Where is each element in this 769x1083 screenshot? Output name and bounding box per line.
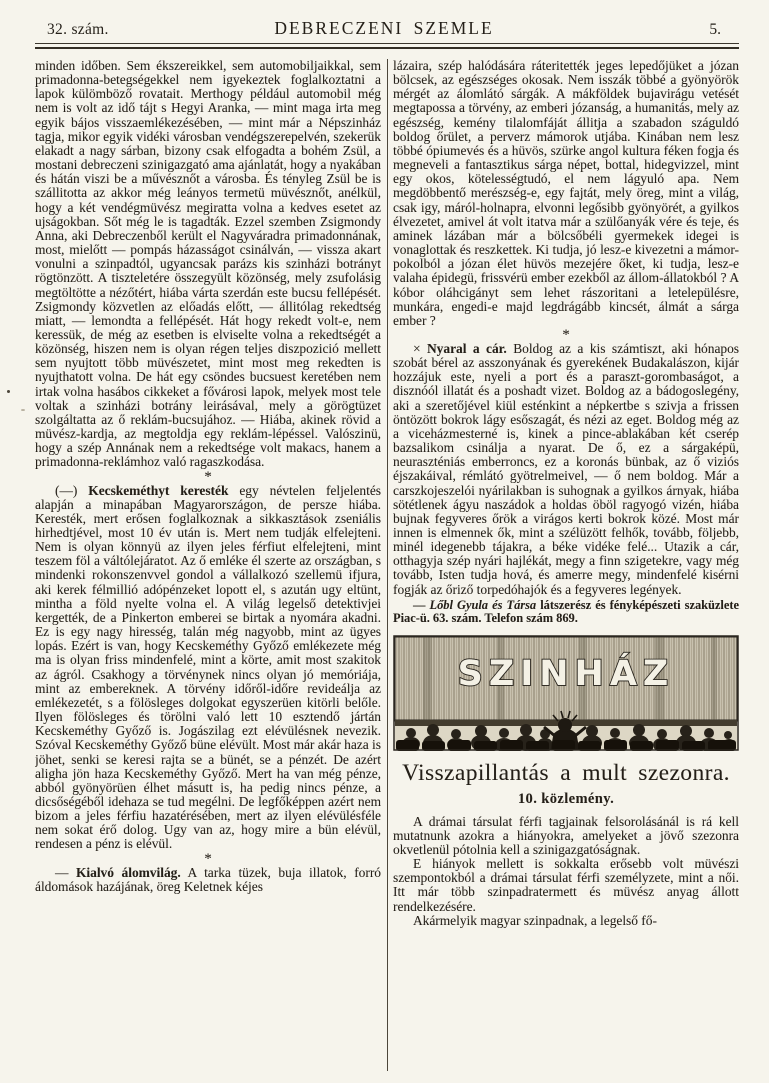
news-item-alomvilag xyxy=(35,866,381,894)
item-lead: Kialvó álomvilág. xyxy=(76,864,181,880)
article-continuation: minden időben. Sem ékszereikkel, sem automobiljaikkal, sem primadonna-betegségekkel nem igyekeztek foglalkoztatni a lapok külömböző rovatait. Merthogy például automobil még nem is volt az idő tájt s Hegyi Aranka, — mint maga irta meg egyik bájos visszaemlékezésében, — mint már a Népszinház tagja, mikor egyik vidéki városban vendégszerepelvén, szekerük elakadt a nagy sárban, bizony csak elfogadta a bohém Zsül, a mostani debreczeni szinigazgató ama ajánlatát, hogy a nyakában és hátán viszi be a művésznőt a városba. És tényleg Zsül be is szállitotta az akkor még leányos termetü müvésznőt, anélkül, hogy a két vendégmüvész megiratta volna a kedves esetet az ujságokban. Sőt még le is tagadták. Ezzel szemben Zsigmondy Anna, aki Debreczenből került el Nagyváradra primadonnának, most, mielőtt — pompás házasságot csinálván, — vissza akart vonulni a szinpadtól, ugyancsak parázs kis szinházi botrányt rögtönzött. A tiszteletére összegyült közönség, mely zsufolásig megtöltötte a nézőtért, hiába várta szerdán este bucsu fellépését. Zsigmondy közvetlen az előadás előtt, — állitólag rekedtség miatt, — lemondta a fellépését. Hát hogy rekedt volt-e, nem keressük, de még az esetben is elviselte volna a rekedtségét a közönség, hiszen nem is olyan régen teljes diszpozició mellett sem nyujtott több müvészetet, mint most meg rekedten is nyujthatott volna. De hát egy csöndes bucsuest keretében nem irtak volna hasábos cikkeket a fővárosi lapok, melyek most tele voltak a szinházi botrány leirásával, mely a görögtüzet szolgáltatta az ő reklám-bucsujához. — Hiába, akinek rövid a müvész-kardja, az megtoldja egy reklám-lépéssel. Valószinü, hogy a szép Annának nem a rekedtsége volt makacs, hanem a primadonna-reklámhoz való ragaszkodása. xyxy=(35,59,381,470)
issue-number: 32. szám. xyxy=(47,21,109,38)
item-text: A tarka tüzek, buja illatok, forró áldomások hazájának, öreg Keletnek kéjes xyxy=(35,864,381,894)
season-review-paragraph: A drámai társulat férfi tagjainak felsorolásánál is rá kell mutatnunk azokra a hiányokra, amelyeket a jövő szezonra okvetlenül pótolnia kell a szinigazgatóságnak. xyxy=(393,813,739,857)
season-review-paragraph: Akármelyik magyar szinpadnak, a legelső fő- xyxy=(413,912,657,928)
margin-mark xyxy=(7,390,10,393)
news-item-kecskemethy xyxy=(35,484,381,852)
page-number: 5. xyxy=(709,21,721,38)
season-review-paragraph: E hiányok mellett is sokkalta erősebb volt müvészi szempontokból a drámai társulat férfi személyzete, mint a női. Itt már több szinpadratermett és müvész anyag állott rendelkezésére. xyxy=(393,856,739,914)
star-separator: * xyxy=(562,326,570,343)
advert-lobl-gyula xyxy=(393,599,739,626)
item-text: egy névtelen feljelentés alapján a minapában Magyarországon, de persze hiába. Keresték, mert erősen foglalkoznak a sikkasztások zseniális hirhedtjével, most 10 év után is. Mert nem tudják elfelejteni. Nem is olyan könnyü az ilyen jeles férfiut elfelejteni, mint teszem föl a váltólejáratot. Az ő emléke él szerte az országban, s mindenki rokonszenvvel gondol a vállalkozó szellemü ifjura, aki kerek félmillió adópénzeket lopott el, s azután ugy eltünt, mintha a föld nyelte volna el. A világ legelső detektivjei kergették, de a Pinkerton emberei se birtak a nyomára akadni. Ez is egy nagy hiresség, talán még nagyobb, mint az ügyes lopás. Ezért is van, hogy Kecskeméthy Győző emlékezete még ma is olyan friss mindenfelé, mint a körte, amit most szakitok az ágról. Csakhogy a törvénynek nincs olyan jó memóriája, mint az embereknek. A törvény időről-időre revideálja az emlékezetét, s a fölösleges dolgokat egyszerüen kitörli belőle. Ilyen fölösleges és törölni való lett 10 esztendő jártán Kecskeméthy Győző is. Jogászilag ezt elévülésnek nevezik. Szóval Kecskeméthy Győző büne elévült. Most már akár haza is jöhet, senki se keresi rajta se a bünét, se a pénzét. De azért aligha jön haza Kecskeméthy Győző. Mert ha van még pénze, abból gyönyörüen élhet másutt is, ha pedig nincs pénze, a dicsőségéből idehaza se tud megélni. De legfőképpen azért nem bizom a jeles férfiu hazatérésében, mert az ilyen elévülésféle nem sokat érő dolog. Ugy van az, hogy mire a bün elévül, rendesen a pénz is elévül. xyxy=(35,482,381,852)
header-double-rule xyxy=(35,43,739,49)
news-item-nyaral-a-car xyxy=(393,342,739,597)
star-separator: * xyxy=(204,468,212,485)
column-divider-rule xyxy=(387,59,388,1071)
left-column xyxy=(35,59,381,1071)
item-lead: Nyaral a cár. xyxy=(427,340,507,356)
advert-name: Lőbl Gyula és Társa xyxy=(429,597,537,612)
item-lead: Kecskeméthyt keresték xyxy=(88,482,229,498)
page-header xyxy=(35,18,739,43)
advert-text: látszerész és fényképészeti szaküzlete Piac-ü. 63. szám. Telefon szám 869. xyxy=(393,597,739,626)
item-marker: (—) xyxy=(55,482,89,498)
item-marker: × xyxy=(413,340,428,356)
advert-marker: — xyxy=(413,597,430,612)
theatre-sign-text: SZINHÁZ xyxy=(457,653,675,694)
masthead-title: DEBRECZENI SZEMLE xyxy=(274,18,494,38)
margin-smudge xyxy=(21,409,25,411)
item-marker: — xyxy=(55,864,76,880)
theatre-section-illustration xyxy=(393,635,739,751)
right-column xyxy=(393,59,739,1071)
section-title: Visszapillantás a mult szezonra. xyxy=(402,759,730,786)
page-body xyxy=(35,59,739,1071)
section-subtitle: 10. közlemény. xyxy=(517,790,615,807)
star-separator: * xyxy=(204,850,212,867)
theatre-illustration-svg xyxy=(393,635,739,751)
item-text: Boldog az a kis számtiszt, aki hónapos szobát bérel az asszonyának és gyerekének Budakalászon, kijár hozzájuk este, nyeli a port és a paraszt-gorombaságot, a disznóól illatát és a poshadt vizet. Boldog az a bádogoslegény, aki a szeretőjével kiül esténkint a népkertbe s szivja a frissen öntözött bokrok lágy esőszagát, és nézi az eget. Boldog még az a viceházmesterné is, kinek a pince-ablakában két cserép bazsalikom csinálja a nyarat. De ő, ez a sárgaképü, neuraszténiás emberroncs, ez a koronás bünbak, az ő viziós éjszakáival, rémlátó gyötrelmeivel, — ő nem boldog. Már a carszkojeszelói nyárilakban is suhognak a gyilkos árnyak, hiába sötétlenek ágyu naszádok a holdas öböl ragyogó vizén, hiába bujnak fegyveres őrök a virágos kerti bokrok közé. Most már innen is elmennek ők, mint a szélüzött felhők, tovább, följebb, minél idegenebb tájakra, a béke vidéke felé... Utazik a cár, otthagyja szép nyári hajlékát, megy a finn szigetekre, vagy még tovább, Isten tudja hová, és amerre megy, mindenfelé kisérni fogják az őriző torpedóhajók és a fegyveres legények. xyxy=(393,340,739,597)
article-continuation: lázaira, szép halódására ráteritették jeges lepedőjüket a józan bölcsek, az egészséges okosak. Nem isszák többé a gyönyörök mérgét az álomlátó sárgák. A mákföldek bujavirágu vetését megtapossa a törvény, az emberi józanság, a humanitás, mely az egészség, kemény tilalomfáját állitja a szabadon száguldó boldog őrület, a perverz mámorok utjába. Kinában nem lesz többé ópiumevés és a hüvös, szürke angol kultura féken fogja és megneveli a fantasztikus sárga népet, bottal, hidegvizzel, mint egy okos, kötelességtudó, el nem lágyuló apa. Nem megdöbbentő merészség-e, egy fajtát, mely öreg, mint a világ, csak igy, máról-holnapra, elvonni legősibb gyönyörét, a gyilkos élvezetet, amivel át volt itatva már a szülőanyák vére és teje, és aminek lázában már a bölcsőbéli gyermekek idegei is vonaglottak és reszkettek. Ki tudja, jó lesz-e kivezetni a mámor-pokolból a józan élet hüvös mezejére őket, ki tudja, lesz-e valaha épidegü, frissvérü ember ezekből az állom-állatokból ? A kóbor oláhcigányt sem lehet rászoritani a letelepülésre, munkára, engedi-e majd legdrágább kincsét, álmát a sárga ember ? xyxy=(393,59,739,328)
